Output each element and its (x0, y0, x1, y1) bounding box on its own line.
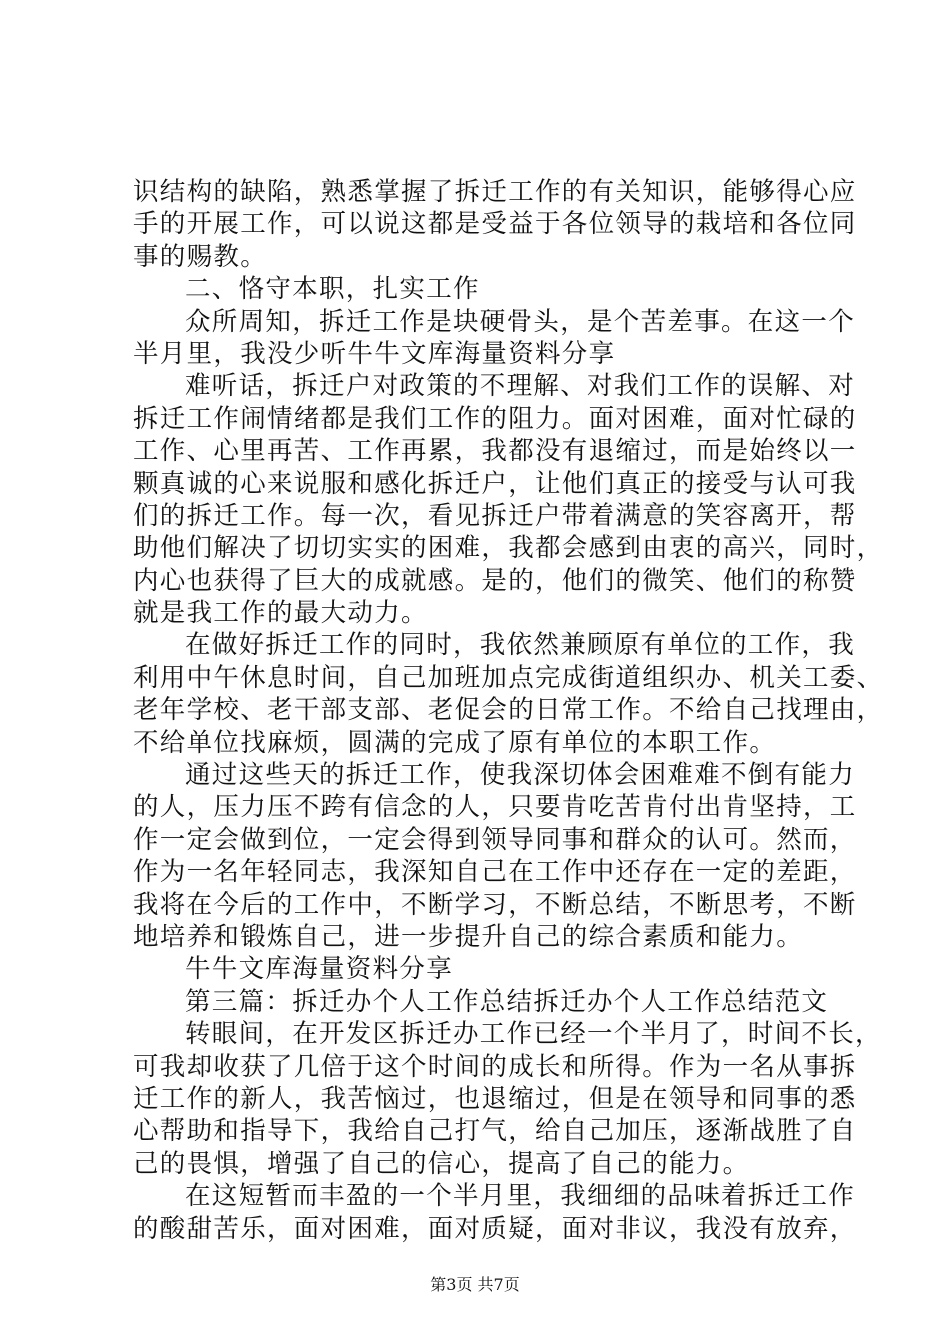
text-line: 们的拆迁工作。每一次，看见拆迁户带着满意的笑容离开，帮 (133, 500, 857, 531)
text-line: 手的开展工作，可以说这都是受益于各位领导的栽培和各位同 (133, 209, 857, 240)
text-line: 作一定会做到位，一定会得到领导同事和群众的认可。然而， (133, 824, 857, 855)
text-line: 利用中午休息时间，自己加班加点完成街道组织办、机关工委、 (133, 662, 884, 693)
text-line: 颗真诚的心来说服和感化拆迁户，让他们真正的接受与认可我 (133, 468, 857, 499)
text-line: 老年学校、老干部支部、老促会的日常工作。不给自己找理由， (133, 695, 884, 726)
text-line: 迁工作的新人，我苦恼过，也退缩过，但是在领导和同事的悉 (133, 1083, 857, 1114)
text-line: 事的赐教。 (133, 241, 268, 272)
text-line: 难听话，拆迁户对政策的不理解、对我们工作的误解、对 (185, 371, 856, 402)
text-line: 拆迁工作闹情绪都是我们工作的阻力。面对困难，面对忙碌的 (133, 403, 857, 434)
text-line: 作为一名年轻同志，我深知自己在工作中还存在一定的差距， (133, 857, 857, 888)
text-line: 心帮助和指导下，我给自己打气，给自己加压，逐渐战胜了自 (133, 1116, 857, 1147)
text-line: 通过这些天的拆迁工作，使我深切体会困难难不倒有能力 (185, 760, 856, 791)
text-line: 识结构的缺陷，熟悉掌握了拆迁工作的有关知识，能够得心应 (133, 177, 857, 207)
text-line: 工作、心里再苦、工作再累，我都没有退缩过，而是始终以一 (133, 436, 857, 467)
text-line: 内心也获得了巨大的成就感。是的，他们的微笑、他们的称赞 (133, 565, 857, 596)
text-line: 的酸甜苦乐，面对困难，面对质疑，面对非议，我没有放弃， (133, 1213, 857, 1244)
page-footer: 第3页 共7页 (430, 1275, 520, 1294)
text-line: 转眼间，在开发区拆迁办工作已经一个半月了，时间不长， (185, 1019, 882, 1050)
text-line: 在这短暂而丰盈的一个半月里，我细细的品味着拆迁工作 (185, 1181, 856, 1212)
text-line: 牛牛文库海量资料分享 (185, 954, 454, 985)
text-line: 第三篇：拆迁办个人工作总结拆迁办个人工作总结范文 (185, 986, 829, 1017)
text-line: 我将在今后的工作中，不断学习，不断总结，不断思考，不断 (133, 889, 857, 920)
text-line: 半月里，我没少听牛牛文库海量资料分享 (133, 338, 616, 369)
text-line: 二、恪守本职，扎实工作 (185, 274, 480, 305)
text-line: 地培养和锻炼自己，进一步提升自己的综合素质和能力。 (133, 921, 804, 952)
text-line: 在做好拆迁工作的同时，我依然兼顾原有单位的工作，我 (185, 630, 856, 661)
text-line: 可我却收获了几倍于这个时间的成长和所得。作为一名从事拆 (133, 1051, 857, 1082)
text-line: 的人，压力压不跨有信念的人，只要肯吃苦肯付出肯坚持，工 (133, 792, 857, 823)
text-line: 不给单位找麻烦，圆满的完成了原有单位的本职工作。 (133, 727, 777, 758)
text-line: 众所周知，拆迁工作是块硬骨头，是个苦差事。在这一个 (185, 306, 856, 337)
text-line: 就是我工作的最大动力。 (133, 598, 428, 629)
text-line: 助他们解决了切切实实的困难，我都会感到由衷的高兴，同时， (133, 533, 884, 564)
text-line: 己的畏惧，增强了自己的信心，提高了自己的能力。 (133, 1148, 750, 1179)
document-body (133, 176, 884, 1245)
